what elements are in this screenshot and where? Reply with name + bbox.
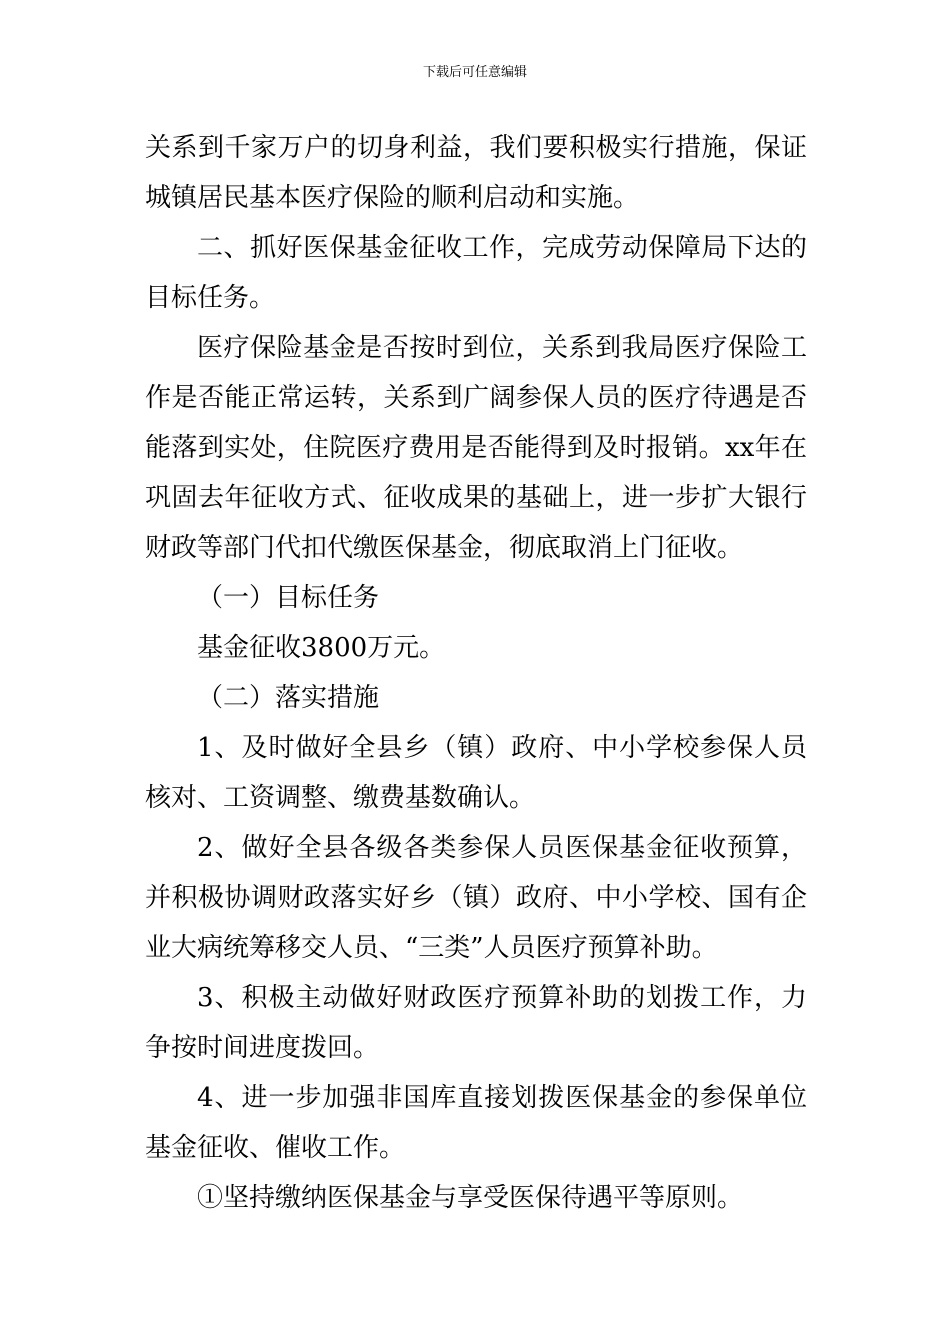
- measure-item-4: 4、进一步加强非国库直接划拨医保基金的参保单位基金征收、催收工作。: [145, 1083, 807, 1163]
- section-heading-2: 二、抓好医保基金征收工作，完成劳动保障局下达的目标任务。: [145, 233, 807, 313]
- page-header: 下载后可任意编辑: [422, 65, 527, 80]
- measure-subitem-1: ①坚持缴纳医保基金与享受医保待遇平等原则。: [197, 1183, 744, 1213]
- measure-item-1: 1、及时做好全县乡（镇）政府、中小学校参保人员核对、工资调整、缴费基数确认。: [145, 733, 807, 813]
- paragraph-fund-target: 基金征收3800万元。: [197, 633, 446, 663]
- document-body: [145, 123, 807, 1223]
- measure-item-3: 3、积极主动做好财政医疗预算补助的划拨工作，力争按时间进度拨回。: [145, 983, 807, 1063]
- subheading-measures: （二）落实措施: [197, 683, 380, 713]
- measure-item-2: 2、做好全县各级各类参保人员医保基金征收预算，并积极协调财政落实好乡（镇）政府、中小学校、国有企业大病统筹移交人员、“三类”人员医疗预算补助。: [145, 833, 807, 963]
- subheading-target-task: （一）目标任务: [197, 583, 380, 613]
- paragraph-1: 关系到千家万户的切身利益，我们要积极实行措施，保证城镇居民基本医疗保险的顺利启动和实施。: [145, 133, 807, 213]
- paragraph-fund-importance: 医疗保险基金是否按时到位，关系到我局医疗保险工作是否能正常运转，关系到广阔参保人员的医疗待遇是否能落到实处，住院医疗费用是否能得到及时报销。xx年在巩固去年征收方式、征收成果的基础上，进一步扩大银行财政等部门代扣代缴医保基金，彻底取消上门征收。: [145, 333, 807, 563]
